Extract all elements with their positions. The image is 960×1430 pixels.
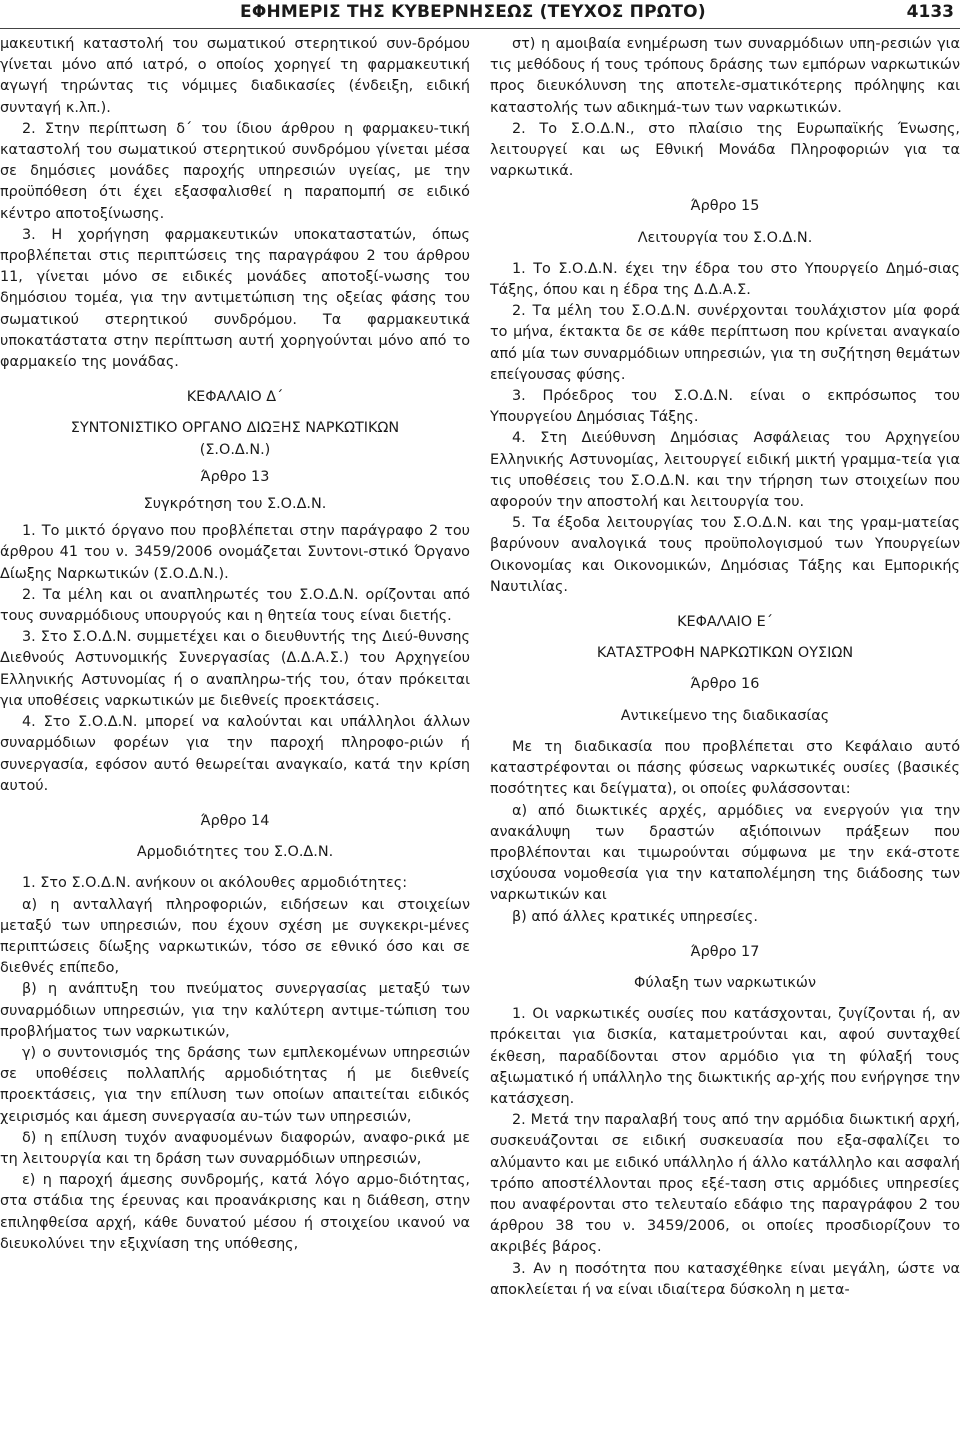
paragraph: στ) η αμοιβαία ενημέρωση των συναρμόδιων υπη-ρεσιών για τις μεθόδους ή τους τρόπους δράσης των εμπόρων ναρκωτικών προς διευκόλυνση της αποτελε-σματικότερης πρόληψης και καταστολής των αδικημά-των των ναρκωτικών. [490, 36, 960, 116]
chapter-heading: ΚΕΦΑΛΑΙΟ Δ΄ [186, 389, 284, 406]
paragraph: 1. Το Σ.Ο.Δ.Ν. έχει την έδρα του στο Υπουργείο Δημό-σιας Τάξης, όπου και η έδρα της Δ.Δ.Α.Σ. [490, 260, 960, 299]
paragraph: 3. Η χορήγηση φαρμακευτικών υποκαταστατών, όπως προβλέπεται στις περιπτώσεις της παραγράφου 2 του άρθρου 11, γίνεται μόνο σε ειδικές μονάδες αποτοξί-νωσης του δημόσιου τομέα, για την αντιμετώπιση της οξείας φάσης του σωματικού στερητικού συνδρόμου. Τα φαρμακευτικά υποκατάστατα στην περίπτωση αυτή χορηγούνται μόνο από το φαρμακείο της μονάδας. [0, 226, 470, 371]
article-title: Αντικείμενο της διαδικασίας [620, 707, 830, 724]
paragraph: β) η ανάπτυξη του πνεύματος συνεργασίας μεταξύ των συναρμόδιων υπηρεσιών, για την καλύτερη αντιμε-τώπιση του προβλήματος των ναρκωτικών, [0, 981, 470, 1040]
article-title: Φύλαξη των ναρκωτικών [634, 974, 816, 991]
paragraph: α) η ανταλλαγή πληροφοριών, ειδήσεων και στοιχείων μεταξύ των υπηρεσιών, που έχουν σχέση με συγκεκρι-μένες περιπτώσεις δίωξης ναρκωτικών, τόσο σε εθνικό όσο και σε διεθνές επίπεδο, [0, 896, 470, 977]
article-title: Λειτουργία του Σ.Ο.Δ.Ν. [637, 229, 813, 246]
chapter-title-abbr: (Σ.Ο.Δ.Ν.) [199, 441, 271, 458]
paragraph: 3. Πρόεδρος του Σ.Ο.Δ.Ν. είναι ο εκπρόσωπος του Υπουργείου Δημόσιας Τάξης. [490, 388, 960, 426]
paragraph: 2. Τα μέλη και οι αναπληρωτές του Σ.Ο.Δ.Ν. ορίζονται από τους συναρμόδιους υπουργούς και η θητεία τους είναι διετής. [0, 586, 470, 625]
article-heading: Άρθρο 17 [690, 943, 760, 960]
article-title: Αρμοδιότητες του Σ.Ο.Δ.Ν. [136, 844, 334, 861]
paragraph: Με τη διαδικασία που προβλέπεται στο Κεφάλαιο αυτό καταστρέφονται οι πάσης φύσεως ναρκωτικές ουσίες (βασικές ποσότητες και δείγματα), οι οποίες φυλάσσονται: [490, 738, 960, 798]
paragraph: 2. Τα μέλη του Σ.Ο.Δ.Ν. συνέρχονται τουλάχιστον μία φορά το μήνα, έκτακτα δε σε κάθε περίπτωση που κρίνεται αναγκαίο από μία των συναρμόδιων υπηρεσιών, για τη συζήτηση θεμάτων επείγουσας φύσης. [490, 303, 960, 383]
article-heading: Άρθρο 16 [690, 676, 760, 693]
chapter-heading: ΚΕΦΑΛΑΙΟ Ε΄ [677, 614, 773, 631]
left-column [0, 34, 470, 1255]
page-header [0, 0, 960, 30]
paragraph: α) από διωκτικές αρχές, αρμόδιες να ενεργούν για την ανακάλυψη των δραστών αξιόποινων πράξεων που προβλέπονται και τιμωρούνται σύμφωνα με την εκά-στοτε ισχύουσα νομοθεσία για την καταπολέμηση της διάδοσης των ναρκωτικών και [490, 802, 960, 904]
paragraph: 2. Μετά την παραλαβή τους από την αρμόδια διωκτική αρχή, συσκευάζονται σε ειδική συσκευασία που εξα-σφαλίζει το αλύμαντο και με ειδικό υπάλληλο ή άλλο κατάλληλο και ασφαλή τρόπο αποστέλλονται προς εξέ-ταση στις αρμόδιες υπηρεσίες που αναφέρονται στο τελευταίο εδάφιο της παραγράφου 2 του άρθρου 38 του ν. 3459/2006, οι οποίες προσδιορίζουν το ακριβές βάρος. [490, 1112, 960, 1256]
paragraph: β) από άλλες κρατικές υπηρεσίες. [512, 908, 758, 925]
paragraph: 4. Στη Διεύθυνση Δημόσιας Ασφάλειας του Αρχηγείου Ελληνικής Αστυνομίας, λειτουργεί ειδική μικτή γραμμα-τεία για τις υποθέσεις του Σ.Ο.Δ.Ν. και την τήρηση των στοιχείων που αφορούν την αποστολή και λειτουργία του. [490, 430, 960, 511]
chapter-title: ΣΥΝΤΟΝΙΣΤΙΚΟ ΟΡΓΑΝΟ ΔΙΩΞΗΣ ΝΑΡΚΩΤΙΚΩΝ [70, 420, 400, 437]
header-rule [0, 28, 960, 29]
paragraph: μακευτική καταστολή του σωματικού στερητικού συν-δρόμου γίνεται μόνο από ιατρό, ο οποίος χορηγεί τη φαρμακευτική αγωγή τηρώντας τις νόμιμες διαδικασίες (ένδειξη, ειδική συνταγή κ.λπ.). [0, 36, 470, 116]
paragraph: ε) η παροχή άμεσης συνδρομής, κατά λόγο αρμο-διότητας, στα στάδια της έρευνας και προανάκρισης και η διάθεση, στην επιληφθείσα αρχή, κάθε δυνατού μέσου ή στοιχείου ικανού να διευκολύνει την εξιχνίαση της υπόθεσης, [0, 1172, 470, 1252]
article-heading: Άρθρο 15 [690, 198, 760, 215]
article-title: Συγκρότηση του Σ.Ο.Δ.Ν. [143, 496, 327, 513]
right-column [490, 34, 960, 1301]
gazette-title: ΕΦΗΜΕΡΙΣ ΤΗΣ ΚΥΒΕΡΝΗΣΕΩΣ (ΤΕΥΧΟΣ ΠΡΩΤΟ) [240, 2, 706, 22]
chapter-title: ΚΑΤΑΣΤΡΟΦΗ ΝΑΡΚΩΤΙΚΩΝ ΟΥΣΙΩΝ [596, 645, 854, 662]
paragraph: 1. Το μικτό όργανο που προβλέπεται στην παράγραφο 2 του άρθρου 41 του ν. 3459/2006 ονομάζεται Συντονι-στικό Όργανο Δίωξης Ναρκωτικών (Σ.Ο.Δ.Ν.). [0, 523, 470, 582]
paragraph: 2. Στην περίπτωση δ΄ του ίδιου άρθρου η φαρμακευ-τική καταστολή του σωματικού στερητικού συνδρόμου γίνεται μέσα σε δημόσιες μονάδες παροχής υπηρεσιών υγείας, με την προϋπόθεση ότι έχει εξασφαλισθεί η παραπομπή σε ειδικό κέντρο αποτοξίνωσης. [0, 120, 470, 222]
paragraph: δ) η επίλυση τυχόν αναφυομένων διαφορών, αναφο-ρικά με τη λειτουργία και τη δράση των συναρμόδιων υπηρεσιών, [0, 1129, 470, 1167]
article-heading: Άρθρο 13 [200, 468, 270, 485]
paragraph: 3. Αν η ποσότητα που κατασχέθηκε είναι μεγάλη, ώστε να αποκλείεται ή να είναι ιδιαίτερα δύσκολη η μετα- [490, 1260, 960, 1298]
paragraph: 4. Στο Σ.Ο.Δ.Ν. μπορεί να καλούνται και υπάλληλοι άλλων συναρμόδιων φορέων για την παροχή πληροφο-ριών ή συνεργασία, εφόσον αυτό θεωρείται αναγκαίο, κατά την κρίση αυτού. [0, 714, 470, 794]
page-number: 4133 [906, 2, 954, 22]
paragraph: 2. Το Σ.Ο.Δ.Ν., στο πλαίσιο της Ευρωπαϊκής Ένωσης, λειτουργεί και ως Εθνική Μονάδα Πληροφοριών για τα ναρκωτικά. [490, 120, 960, 180]
paragraph: 5. Τα έξοδα λειτουργίας του Σ.Ο.Δ.Ν. και της γραμ-ματείας βαρύνουν αναλογικά τους προϋπολογισμού των Υπουργείων Οικονομίας και Οικονομικών, Δημόσιας Τάξης και Εμπορικής Ναυτιλίας. [490, 515, 960, 595]
article-heading: Άρθρο 14 [200, 812, 270, 829]
paragraph: 1. Στο Σ.Ο.Δ.Ν. ανήκουν οι ακόλουθες αρμοδιότητες: [22, 875, 408, 892]
paragraph: 3. Στο Σ.Ο.Δ.Ν. συμμετέχει και ο διευθυντής της Διεύ-θυνσης Διεθνούς Αστυνομικής Συνεργασίας (Δ.Δ.Α.Σ.) του Αρχηγείου Ελληνικής Αστυνομίας ή ο αναπληρω-τής του, όταν πρόκειται για υποθέσεις ναρκωτικών με διεθνείς προεκτάσεις. [0, 629, 470, 709]
paragraph: γ) ο συντονισμός της δράσης των εμπλεκομένων υπηρεσιών σε υποθέσεις πολλαπλής αρμοδιότητας ή με διεθνείς προεκτάσεις, για την επίλυση των οποίων απαιτείται ειδικός χειρισμός και άμεση συνεργασία αυ-τών των υπηρεσιών, [0, 1044, 470, 1125]
paragraph: 1. Οι ναρκωτικές ουσίες που κατάσχονται, ζυγίζονται ή, αν πρόκειται για δισκία, καταμετρούνται και, αφού συνταχθεί έκθεση, παραδίδονται στον αρμόδιο για τη φύλαξή τους αξιωματικό ή υπάλληλο της διωκτικής αρ-χής που ενήργησε την κατάσχεση. [490, 1006, 960, 1107]
